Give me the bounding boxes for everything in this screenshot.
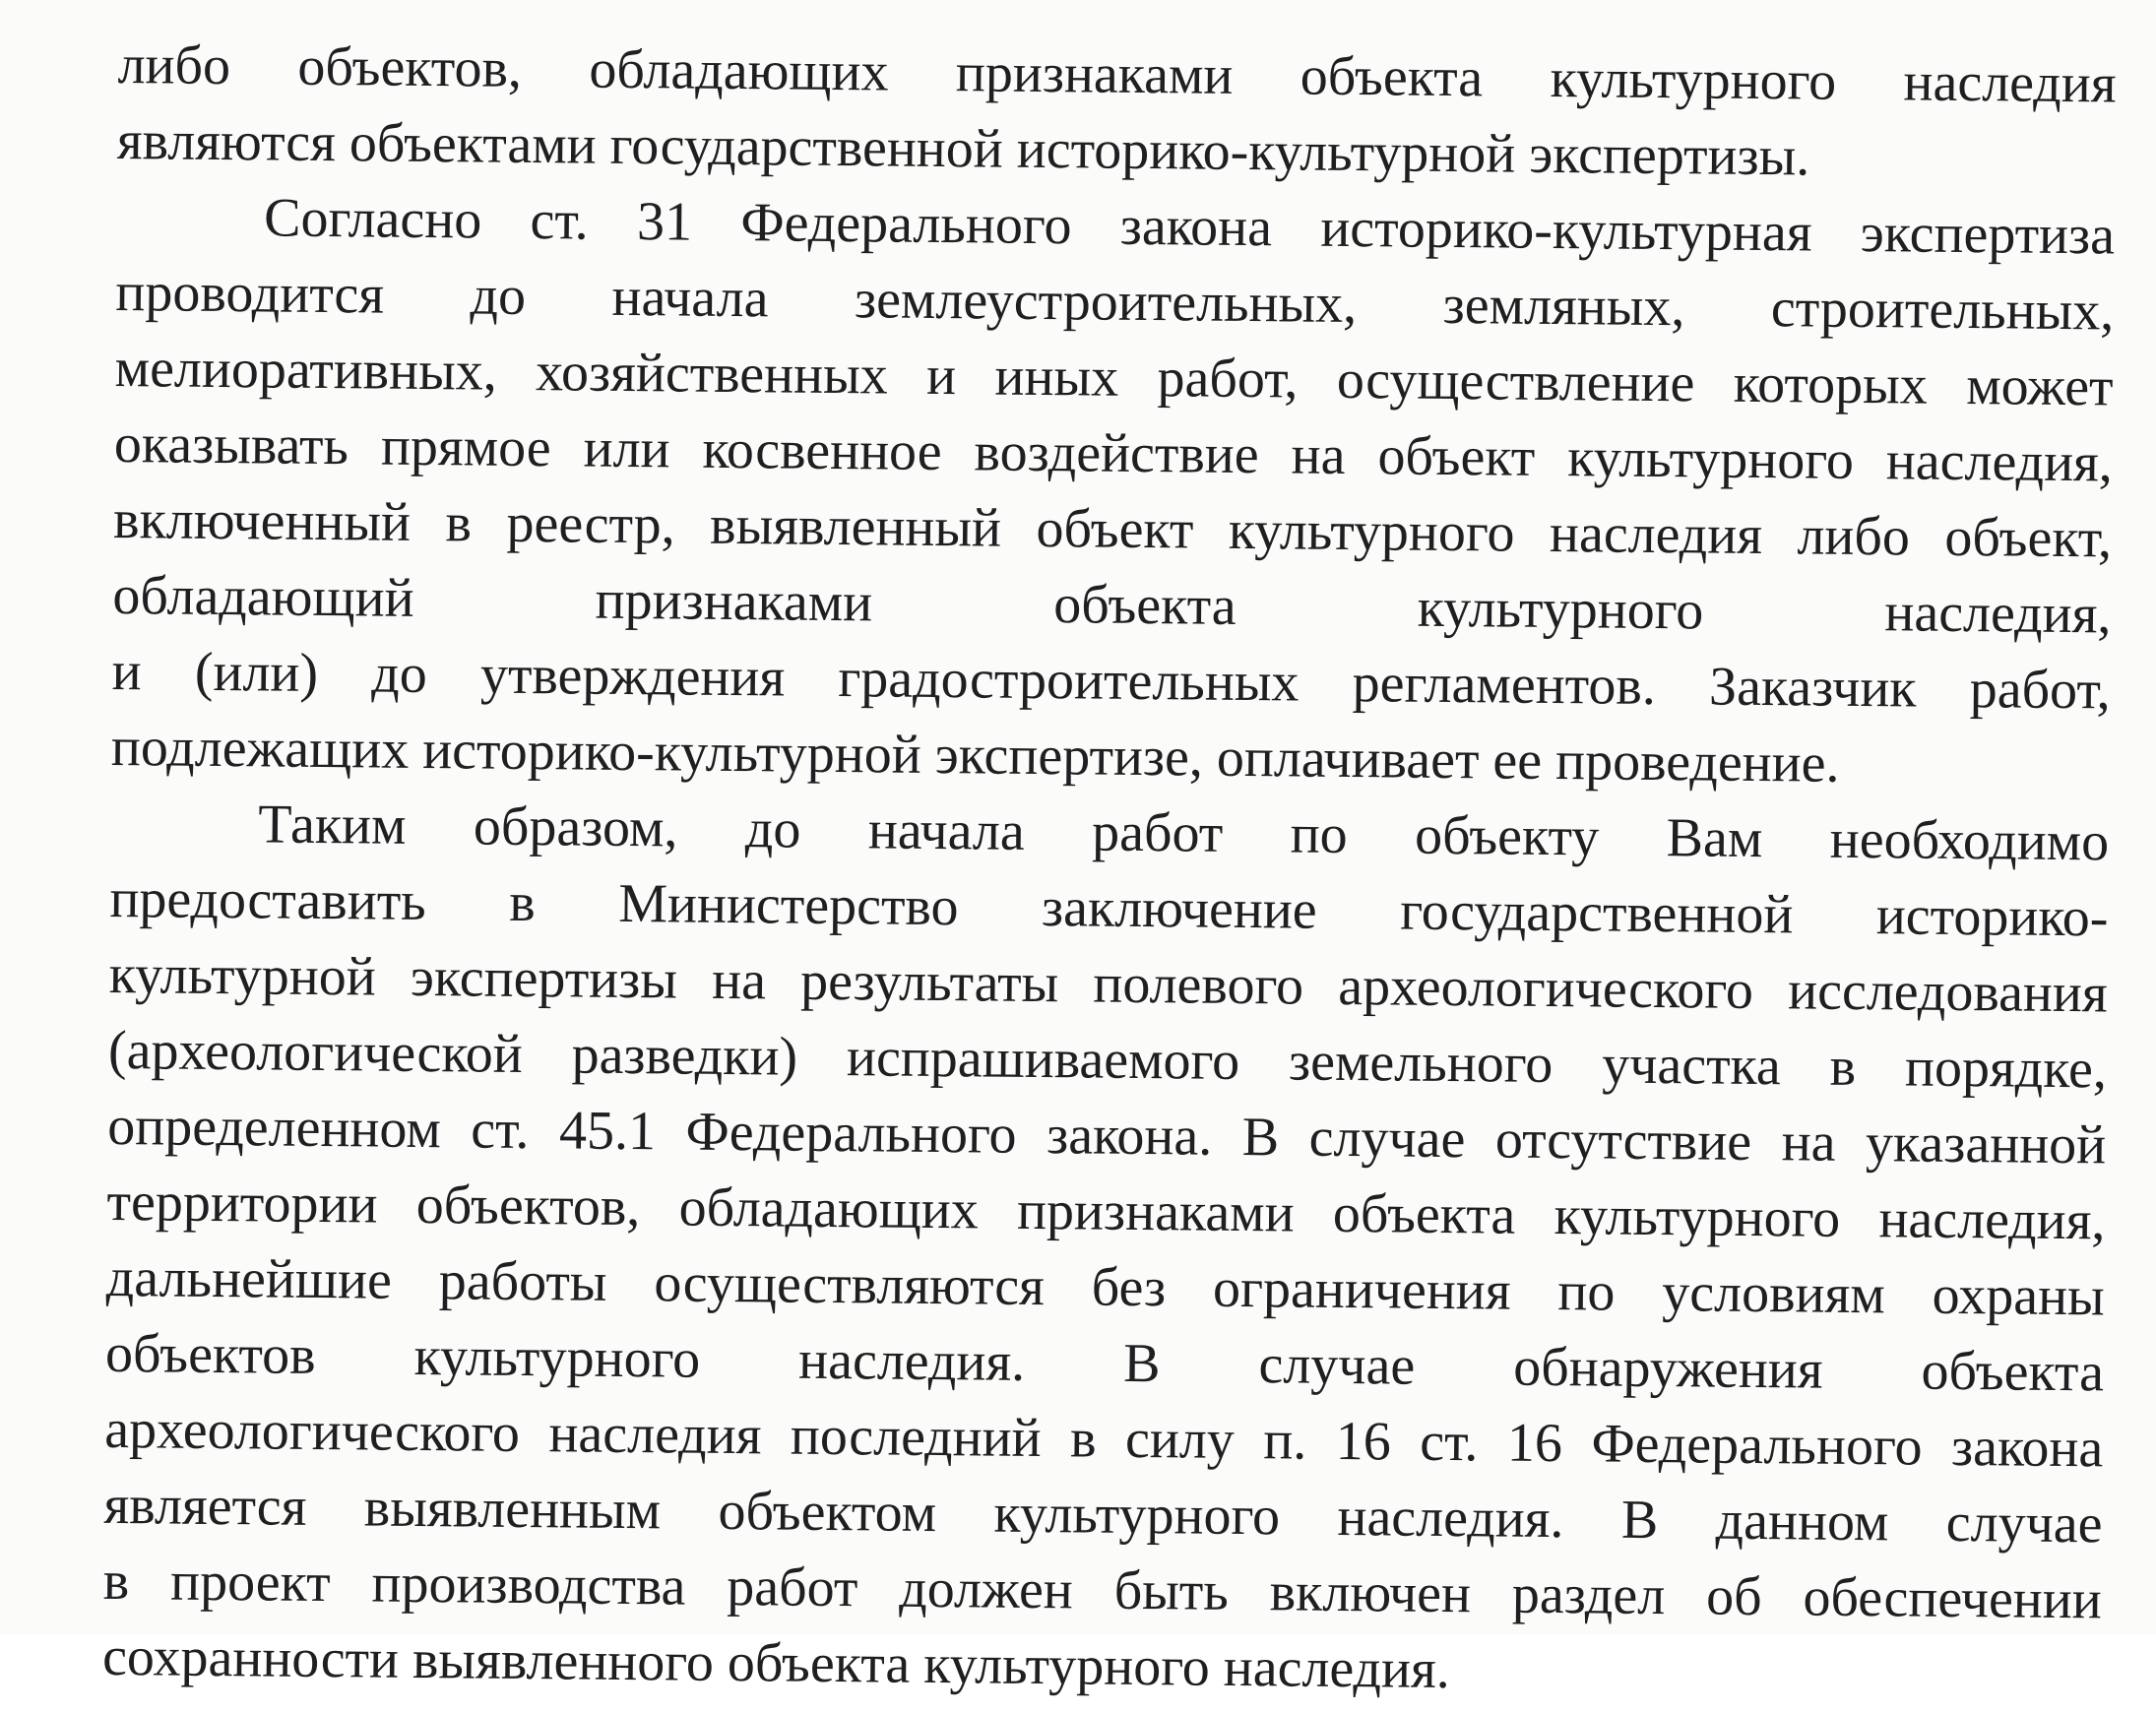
text-line: дальнейшие работы осуществляются без ограничения по условиям охраны: [105, 1246, 2106, 1328]
text-line: оказывать прямое или косвенное воздействие на объект культурного наследия,: [113, 413, 2114, 494]
text-line: является выявленным объектом культурного наследия. В данном случае: [103, 1474, 2103, 1555]
text-line: (археологической разведки) испрашиваемого земельного участка в порядке,: [107, 1019, 2108, 1101]
text-line: являются объектами государственной историко-культурной экспертизы.: [116, 109, 1810, 188]
paragraph-first-line: Таким образом, до начала работ по объекту Вам необходимо: [257, 794, 2110, 873]
text-line: объектов культурного наследия. В случае обнаружения объекта: [104, 1322, 2105, 1404]
text-line: проводится до начала землеустроительных, земляных, строительных,: [115, 261, 2115, 343]
text-line: либо объектов, обладающих признаками объекта культурного наследия: [117, 33, 2117, 115]
text-line: сохранности выявленного объекта культурного наследия.: [101, 1625, 1451, 1701]
text-line: предоставить в Министерство заключение государственной историко-: [109, 867, 2109, 949]
text-line: определенном ст. 45.1 Федерального закона. В случае отсутствие на указанной: [106, 1095, 2107, 1176]
text-line: подлежащих историко-культурной экспертизе, оплачивает ее проведение.: [110, 716, 1840, 794]
text-line: обладающий признаками объекта культурного наследия,: [112, 564, 2112, 646]
text-line: и (или) до утверждения градостроительных регламентов. Заказчик работ,: [111, 640, 2111, 722]
text-line: в проект производства работ должен быть включен раздел об обеспечении: [102, 1550, 2103, 1631]
text-line: включенный в реестр, выявленный объект культурного наследия либо объект,: [112, 488, 2113, 570]
text-line: территории объектов, обладающих признаками объекта культурного наследия,: [106, 1171, 2106, 1252]
paragraph-first-line: Согласно ст. 31 Федерального закона историко-культурная экспертиза: [263, 187, 2116, 267]
document-body: [102, 28, 2117, 1714]
text-line: мелиоративных, хозяйственных и иных работ, осуществление которых может: [114, 337, 2114, 418]
text-line: археологического наследия последний в силу п. 16 ст. 16 Федерального закона: [104, 1398, 2104, 1480]
text-line: культурной экспертизы на результаты полевого археологического исследования: [108, 943, 2108, 1025]
